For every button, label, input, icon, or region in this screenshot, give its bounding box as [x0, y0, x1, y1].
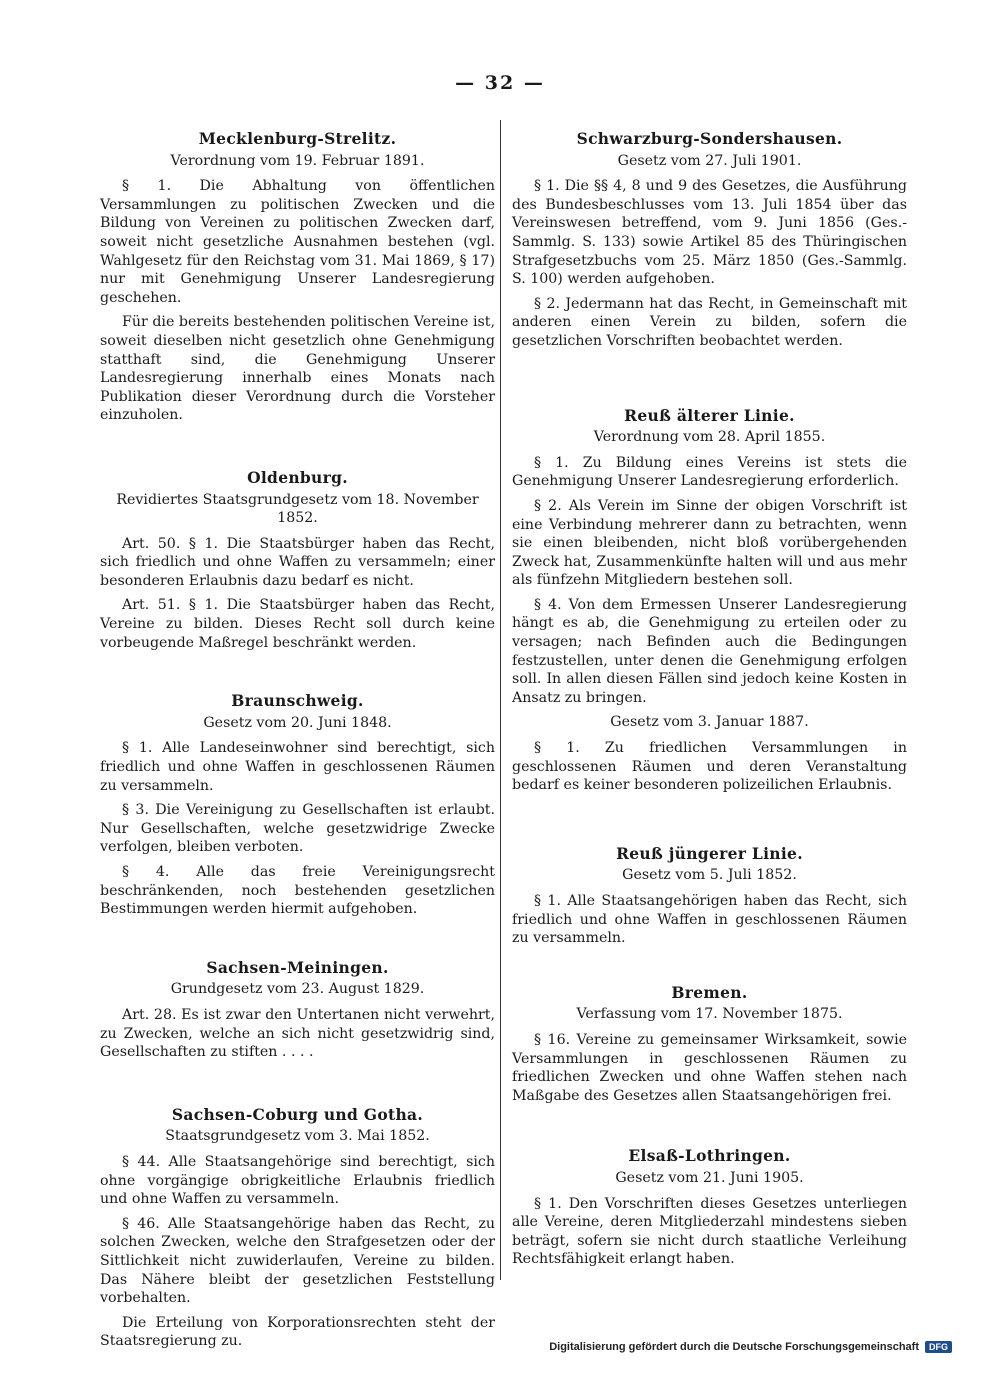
section-sachsen-meiningen [100, 959, 495, 1062]
paragraph: § 2. Als Verein im Sinne der obigen Vorschrift ist eine Verbindung mehrerer dann zu betrachten, wenn sie einen bleibenden, nicht bloß vorübergehenden Zweck hat, Zusammenkünfte halten will und aus mehr als fünfzehn Mitgliedern bestehen soll. [512, 497, 907, 589]
section-oldenburg [100, 469, 495, 652]
paragraph: § 46. Alle Staatsangehörige haben das Recht, zu solchen Zwecken, welche den Strafgesetzen oder der Sittlichkeit nicht zuwiderlaufen, Vereine zu bilden. Das Nähere bleibt der gesetzlichen Feststellung vorbehalten. [100, 1215, 495, 1307]
section-reuss-juengere-linie [512, 845, 907, 948]
paragraph: § 16. Vereine zu gemeinsamer Wirksamkeit, sowie Versammlungen in geschlossenen Räumen zu friedlichen Zwecken und ohne Waffen stehen nach Maßgabe des Gesetzes allen Staatsangehörigen frei. [512, 1031, 907, 1104]
paragraph: Für die bereits bestehenden politischen Vereine ist, soweit dieselben nicht gesetzlich ohne Genehmigung statthaft sind, die Genehmigung Unserer Landesregierung innerhalb eines Monats nach Publikation dieser Verordnung durch die Vorsteher einzuholen. [100, 314, 495, 424]
section-bremen [512, 984, 907, 1106]
right-column [512, 130, 907, 1275]
section-sachsen-coburg-gotha [100, 1106, 495, 1351]
section-title: Oldenburg. [247, 467, 348, 487]
paragraph: Art. 51. § 1. Die Staatsbürger haben das Recht, Vereine zu bilden. Dieses Recht soll durch keine vorbeugende Maßregel beschränkt werden. [100, 597, 495, 651]
paragraph: § 3. Die Vereinigung zu Gesellschaften ist erlaubt. Nur Gesellschaften, welche gesetzwidrige Zwecke verfolgen, bleiben verboten. [100, 802, 495, 856]
section-title: Bremen. [671, 982, 748, 1002]
section-elsass-lothringen [512, 1147, 907, 1269]
section-title: Reuß jüngerer Linie. [616, 843, 803, 863]
paragraph: § 4. Von dem Ermessen Unserer Landesregierung hängt es ab, die Genehmigung zu erteilen oder zu versagen; nach Befinden auch die Bedingungen festzustellen, unter denen die Genehmigung erfolgen soll. In allen diesen Fällen sind jedoch keine Kosten in Ansatz zu bringen. [512, 596, 907, 706]
section-title: Elsaß-Lothringen. [628, 1146, 791, 1166]
paragraph: Art. 28. Es ist zwar den Untertanen nicht verwehrt, zu Zwecken, welche an sich nicht gesetzwidrig sind, Gesellschaften zu stiften . . . . [100, 1006, 495, 1061]
paragraph: § 1. Zu friedlichen Versammlungen in geschlossenen Räumen und deren Veranstaltung bedarf es keiner besonderen polizeilichen Erlaubnis. [512, 740, 907, 794]
section-title: Reuß älterer Linie. [624, 405, 795, 425]
footer-text: Digitalisierung gefördert durch die Deutsche Forschungsgemeinschaft [549, 1341, 919, 1353]
section-subtitle: Verfassung vom 17. November 1875. [576, 1006, 843, 1023]
section-title: Sachsen-Meiningen. [206, 957, 389, 977]
paragraph: § 1. Alle Staatsangehörigen haben das Recht, sich friedlich und ohne Waffen in geschlossenen Räumen zu versammeln. [512, 893, 907, 947]
paragraph: § 2. Jedermann hat das Recht, in Gemeinschaft mit anderen einen Verein zu bilden, sofern die gesetzlichen Vorschriften beobachtet werden. [512, 295, 907, 349]
section-title: Sachsen-Coburg und Gotha. [171, 1104, 424, 1124]
paragraph: § 1. Die Abhaltung von öffentlichen Versammlungen zu politischen Zwecken und die Bildung von Vereinen zu politischen Zwecken darf, soweit nicht gesetzliche Ausnahmen bestehen (vgl. Wahlgesetz für den Reichstag vom 31. Mai 1869, § 17) nur mit Genehmigung Unserer Landesregierung geschehen. [100, 178, 495, 306]
section-subtitle: Gesetz vom 21. Juni 1905. [615, 1169, 804, 1186]
section-subtitle: Gesetz vom 3. Januar 1887. [610, 714, 809, 731]
section-title: Schwarzburg-Sondershausen. [576, 129, 843, 148]
section-subtitle: Verordnung vom 28. April 1855. [593, 429, 826, 446]
paragraph: Art. 50. § 1. Die Staatsbürger haben das Recht, sich friedlich und ohne Waffen zu versammeln; einer besonderen Erlaubnis dazu bedarf es nicht. [100, 535, 495, 589]
section-subtitle: Gesetz vom 5. Juli 1852. [622, 867, 797, 884]
digitization-footer [549, 1341, 952, 1353]
paragraph: § 1. Den Vorschriften dieses Gesetzes unterliegen alle Vereine, deren Mitgliederzahl mindestens sieben beträgt, sofern sie nicht durch staatliche Verleihung Rechtsfähigkeit erlangt haben. [512, 1195, 907, 1268]
section-subtitle: Gesetz vom 20. Juni 1848. [203, 714, 392, 731]
paragraph: Die Erteilung von Korporationsrechten steht der Staatsregierung zu. [100, 1314, 495, 1350]
section-title: Mecklenburg-Strelitz. [198, 129, 397, 148]
section-mecklenburg-strelitz [100, 130, 495, 425]
left-column [100, 130, 495, 1357]
paragraph: § 4. Alle das freie Vereinigungsrecht beschränkenden, noch bestehenden gesetzlichen Bestimmungen werden hiermit aufgehoben. [100, 864, 495, 918]
section-braunschweig [100, 692, 495, 919]
section-reuss-aeltere-linie [512, 407, 907, 795]
paragraph: § 1. Zu Bildung eines Vereins ist stets die Genehmigung Unserer Landesregierung erforderlich. [512, 454, 907, 490]
page-number: — 32 — [455, 72, 545, 94]
section-subtitle: Gesetz vom 27. Juli 1901. [617, 152, 802, 169]
paragraph: § 1. Die §§ 4, 8 und 9 des Gesetzes, die Ausführung des Bundesbeschlusses vom 13. Juli 1854 über das Vereinswesen betreffend, vom 9. Juni 1856 (Ges.-Sammlg. S. 133) sowie Artikel 85 des Thüringischen Strafgesetzbuchs vom 25. März 1850 (Ges.-Sammlg. S. 100) werden aufgehoben. [512, 178, 907, 288]
section-title: Braunschweig. [231, 691, 364, 711]
section-schwarzburg-sondershausen [512, 130, 907, 351]
section-subtitle: Staatsgrundgesetz vom 3. Mai 1852. [165, 1128, 430, 1145]
dfg-logo-icon: DFG [925, 1341, 952, 1353]
paragraph: § 1. Alle Landeseinwohner sind berechtigt, sich friedlich und ohne Waffen in geschlossenen Räumen zu versammeln. [100, 740, 495, 794]
section-subtitle: Verordnung vom 19. Februar 1891. [170, 152, 425, 169]
column-divider [500, 120, 501, 1280]
section-subtitle: Grundgesetz vom 23. August 1829. [170, 981, 425, 998]
paragraph: § 44. Alle Staatsangehörige sind berechtigt, sich ohne vorgängige obrigkeitliche Erlaubnis friedlich und ohne Waffen zu versammeln. [100, 1153, 495, 1208]
section-subtitle: Revidiertes Staatsgrundgesetz vom 18. November 1852. [116, 491, 479, 527]
